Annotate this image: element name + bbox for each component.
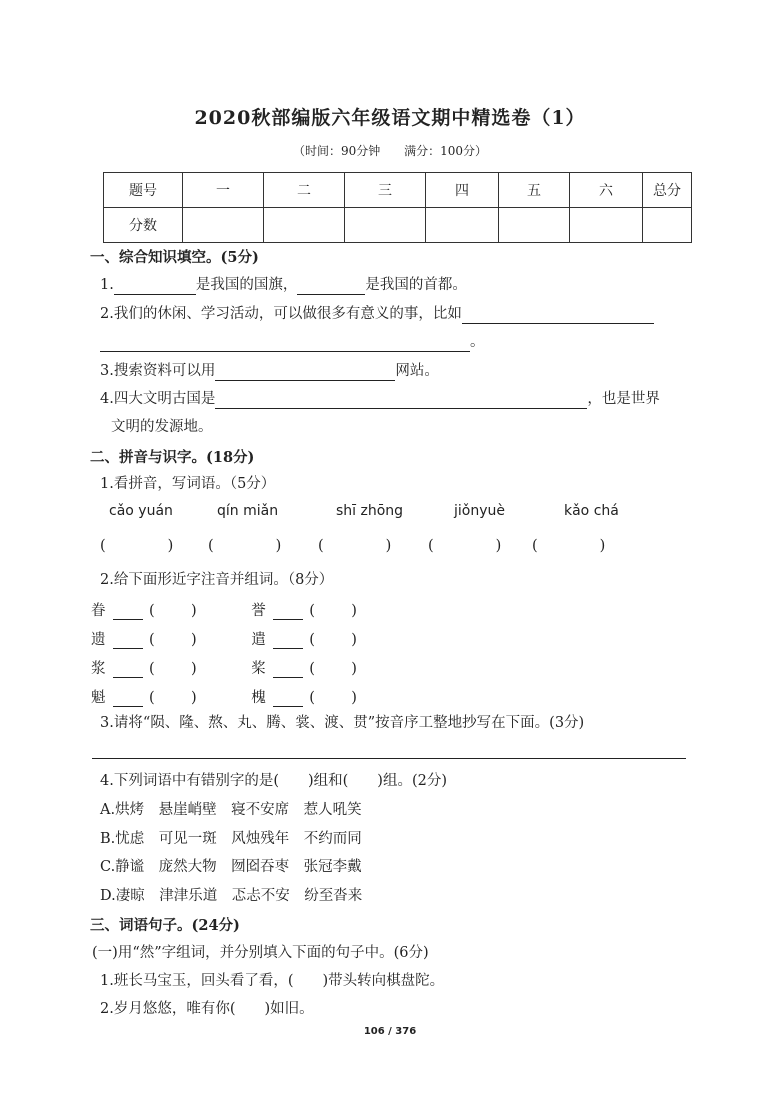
answer-blank[interactable] xyxy=(215,392,587,409)
s1-question-2-cont: 。 xyxy=(100,332,485,352)
answer-blank[interactable] xyxy=(113,691,143,707)
exam-info xyxy=(0,142,780,159)
answer-blank[interactable] xyxy=(113,633,143,649)
answer-blank[interactable] xyxy=(297,278,365,295)
s3-line-1: 1.班长马宝玉，回头看了看，( )带头转向棋盘陀。 xyxy=(100,973,445,989)
s3-part-1: (一)用“然”字组词，并分别填入下面的句子中。(6分) xyxy=(92,945,429,961)
s2-question-1: 1.看拼音，写词语。（5分） xyxy=(100,476,276,492)
option-b: B.忧虑 可见一斑 风烛残年 不约而同 xyxy=(100,831,362,847)
page-title: 2020秋部编版六年级语文期中精选卷（1） xyxy=(194,107,586,129)
answer-blank[interactable] xyxy=(462,307,654,324)
header-cell: 四 xyxy=(426,173,499,208)
char-row: 浆 ( ) 桨 ( ) xyxy=(91,661,357,677)
answer-blank[interactable] xyxy=(273,662,303,678)
row-label: 分数 xyxy=(104,208,183,243)
answer-blank[interactable] xyxy=(273,633,303,649)
score-cell[interactable] xyxy=(643,208,692,243)
s2-question-3: 3.请将“陨、隆、熬、丸、腾、裳、渡、贯”按音序工整地抄写在下面。(3分) xyxy=(100,715,585,731)
pinyin-item: cǎo yuán xyxy=(109,503,173,519)
score-cell[interactable] xyxy=(264,208,345,243)
answer-blank[interactable] xyxy=(273,604,303,620)
score-cell[interactable] xyxy=(345,208,426,243)
time-limit: （时间：90分钟 xyxy=(292,144,381,158)
header-cell: 二 xyxy=(264,173,345,208)
s1-question-4: 4.四大文明古国是 ，也是世界 xyxy=(100,391,660,407)
section-2-heading: 二、拼音与识字。(18分) xyxy=(90,449,255,466)
s1-question-3: 3.搜索资料可以用 网站。 xyxy=(100,363,439,379)
header-cell: 三 xyxy=(345,173,426,208)
pinyin-item: qín miǎn xyxy=(217,503,279,519)
answer-blank[interactable] xyxy=(215,364,395,381)
score-table xyxy=(103,172,692,243)
header-cell: 一 xyxy=(183,173,264,208)
s1-question-2: 2.我们的休闲、学习活动，可以做很多有意义的事，比如 xyxy=(100,304,654,324)
char-row: 遗 ( ) 遣 ( ) xyxy=(91,632,357,648)
score-cell[interactable] xyxy=(426,208,499,243)
char-row: 眷 ( ) 誉 ( ) xyxy=(91,603,357,619)
header-cell: 五 xyxy=(499,173,570,208)
section-3-heading: 三、词语句子。(24分) xyxy=(90,917,240,934)
score-cell[interactable] xyxy=(183,208,264,243)
s1-question-4-cont: 文明的发源地。 xyxy=(111,419,213,435)
answer-parentheses[interactable]: ( ) xyxy=(428,538,502,554)
answer-blank[interactable] xyxy=(113,662,143,678)
header-cell: 题号 xyxy=(104,173,183,208)
page-number: 106 / 376 xyxy=(363,1026,417,1037)
option-c: C.静谧 庞然大物 囫囵吞枣 张冠李戴 xyxy=(100,859,362,875)
answer-line[interactable] xyxy=(92,758,686,759)
s1-question-1: 1. 是我国的国旗， 是我国的首都。 xyxy=(100,277,467,293)
header-cell: 六 xyxy=(570,173,643,208)
header-cell: 总分 xyxy=(643,173,692,208)
s3-line-2: 2.岁月悠悠，唯有你( )如旧。 xyxy=(100,1001,314,1017)
char-row: 魁 ( ) 槐 ( ) xyxy=(91,690,357,706)
s2-question-4: 4.下列词语中有错别字的是( )组和( )组。(2分) xyxy=(100,773,447,789)
answer-blank[interactable] xyxy=(100,335,470,352)
score-table-score-row xyxy=(104,208,692,243)
section-1-heading: 一、综合知识填空。(5分) xyxy=(90,249,259,266)
pinyin-item: shī zhōng xyxy=(336,503,404,519)
full-score: 满分：100分） xyxy=(404,144,487,158)
option-a: A.烘烤 悬崖峭壁 寝不安席 惹人吼笑 xyxy=(100,802,362,818)
score-table-header-row xyxy=(104,173,692,208)
answer-blank[interactable] xyxy=(114,278,196,295)
answer-parentheses[interactable]: ( ) xyxy=(208,538,282,554)
answer-parentheses[interactable]: ( ) xyxy=(100,538,174,554)
answer-parentheses[interactable]: ( ) xyxy=(318,538,392,554)
option-d: D.凄晾 津津乐道 忑忐不安 纷至沓来 xyxy=(100,888,363,904)
score-cell[interactable] xyxy=(570,208,643,243)
score-cell[interactable] xyxy=(499,208,570,243)
s2-question-2: 2.给下面形近字注音并组词。（8分） xyxy=(100,572,334,588)
pinyin-item: jiǒnyuè xyxy=(454,503,505,519)
pinyin-item: kǎo chá xyxy=(564,503,619,519)
answer-parentheses[interactable]: ( ) xyxy=(532,538,606,554)
answer-blank[interactable] xyxy=(113,604,143,620)
answer-blank[interactable] xyxy=(273,691,303,707)
